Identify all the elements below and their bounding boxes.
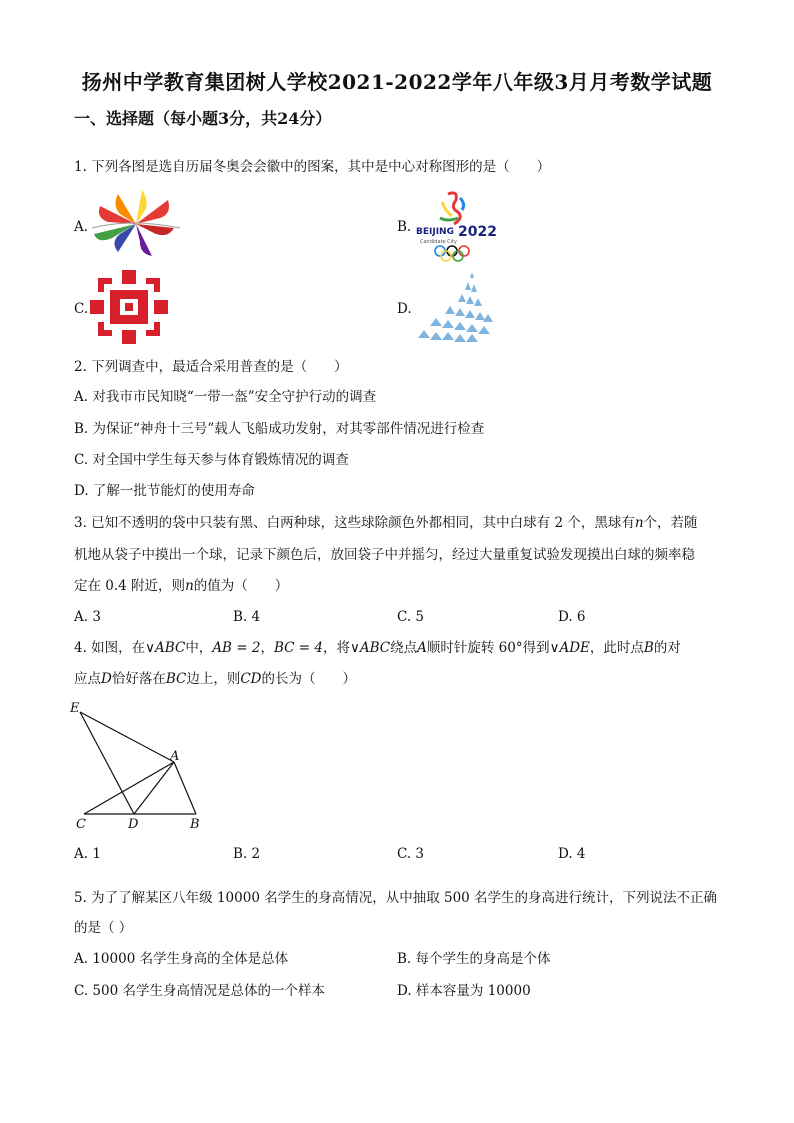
q4-triangle-ade: ∨ADE bbox=[549, 640, 590, 656]
q3-line3-text: 定在 0.4 附近，则 bbox=[74, 578, 186, 594]
q4-text-3: ，将 bbox=[322, 640, 350, 656]
q4-geometry-figure bbox=[66, 698, 216, 836]
q4-text-10: 边上，则 bbox=[186, 671, 241, 687]
q1-option-c-label: C. bbox=[74, 301, 89, 317]
q4-segment-cd: CD bbox=[240, 671, 262, 687]
q4-option-d: D. 4 bbox=[558, 846, 586, 862]
q4-point-a: A bbox=[417, 640, 427, 656]
logo-b-year-text: 2022 bbox=[458, 224, 497, 240]
page-title: 扬州中学教育集团树人学校2021-2022学年八年级3月月考数学试题 bbox=[81, 70, 713, 94]
label-c: C bbox=[76, 817, 86, 832]
q2-option-b: B. 为保证“神舟十三号”载人飞船成功发射，对其零部件情况进行检查 bbox=[74, 421, 485, 437]
question-3-line-2: 机地从袋子中摸出一个球，记录下颜色后，放回袋子中并摇匀，经过大量重复试验发现摸出白球的频率稳 bbox=[74, 547, 695, 563]
question-5-line-2: 的是（ ） bbox=[74, 920, 133, 936]
label-e: E bbox=[70, 701, 80, 716]
winter-olympics-logo-d bbox=[414, 270, 498, 344]
q3-option-a: A. 3 bbox=[74, 609, 101, 625]
question-3-line-1 bbox=[74, 514, 698, 532]
question-5-line-1: 5. 为了了解某区八年级 10000 名学生的身高情况，从中抽取 500 名学生的身高进行统计，下列说法不正确 bbox=[74, 890, 718, 906]
question-3-line-3 bbox=[74, 577, 288, 595]
segment-ea bbox=[80, 712, 174, 762]
question-2-text: 2. 下列调查中，最适合采用普查的是（ ） bbox=[74, 359, 348, 375]
q3-option-c: C. 5 bbox=[397, 609, 425, 625]
beijing-2022-logo-b bbox=[414, 188, 500, 262]
q4-text-7: 的对 bbox=[653, 640, 681, 656]
q3-option-d: D. 6 bbox=[558, 609, 586, 625]
segment-ad bbox=[134, 762, 174, 814]
section-heading: 一、选择题（每小题3分，共24分） bbox=[74, 109, 332, 128]
q5-option-b: B. 每个学生的身高是个体 bbox=[397, 951, 551, 967]
segment-ab bbox=[174, 762, 196, 814]
q5-option-c: C. 500 名学生身高情况是总体的一个样本 bbox=[74, 983, 325, 999]
question-4-line-2 bbox=[74, 670, 356, 688]
q4-segment-bc: BC bbox=[165, 671, 187, 687]
winter-olympics-logo-a bbox=[90, 188, 182, 260]
q4-text-9: 恰好落在 bbox=[111, 671, 166, 687]
q1-option-a-label: A. bbox=[74, 219, 89, 235]
q3-var-n-2: n bbox=[185, 578, 194, 594]
q2-option-d: D. 了解一批节能灯的使用寿命 bbox=[74, 483, 255, 499]
question-4-line-1 bbox=[74, 639, 681, 657]
q4-text-8: 应点 bbox=[74, 671, 101, 687]
q5-option-d: D. 样本容量为 10000 bbox=[397, 983, 531, 999]
q4-text-11: 的长为（ ） bbox=[261, 671, 356, 687]
q4-comma: ， bbox=[260, 640, 274, 656]
q4-ab-value: AB = 2 bbox=[212, 640, 261, 656]
q2-option-c: C. 对全国中学生每天参与体育锻炼情况的调查 bbox=[74, 452, 349, 468]
segment-ed bbox=[80, 712, 134, 814]
q5-option-a: A. 10000 名学生身高的全体是总体 bbox=[74, 951, 289, 967]
q3-line1-tail: 个，若随 bbox=[643, 515, 698, 531]
q4-triangle-abc-2: ∨ABC bbox=[349, 640, 391, 656]
q4-text-6: ，此时点 bbox=[589, 640, 644, 656]
q4-point-d: D bbox=[101, 671, 112, 687]
q3-var-n: n bbox=[634, 515, 644, 531]
q4-text-1: 4. 如图，在 bbox=[74, 640, 146, 656]
label-d: D bbox=[128, 817, 139, 832]
q4-option-b: B. 2 bbox=[233, 846, 261, 862]
q3-line1-text: 3. 已知不透明的袋中只装有黑、白两种球，这些球除颜色外都相同，其中白球有 2 个，黑球有 bbox=[74, 515, 635, 531]
label-a: A bbox=[170, 749, 180, 764]
q1-option-b-label: B. bbox=[397, 219, 412, 235]
q4-point-b: B bbox=[643, 640, 654, 656]
q4-text-4: 绕点 bbox=[390, 640, 418, 656]
q4-text-5: 顺时针旋转 60°得到 bbox=[426, 640, 550, 656]
question-1-text: 1. 下列各图是选自历届冬奥会会徽中的图案，其中是中心对称图形的是（ ） bbox=[74, 159, 551, 175]
segment-ac bbox=[84, 762, 174, 814]
q4-bc-value: BC = 4 bbox=[273, 640, 323, 656]
q2-option-a: A. 对我市市民知晓“一带一盔”安全守护行动的调查 bbox=[74, 389, 377, 405]
q3-line3-tail: 的值为（ ） bbox=[193, 578, 289, 594]
q4-text-2: 中， bbox=[185, 640, 213, 656]
q1-option-d-label: D. bbox=[397, 301, 412, 317]
logo-b-beijing-text: BEIJING bbox=[416, 227, 454, 237]
logo-b-candidate-text: Candidate City bbox=[420, 239, 457, 245]
q4-triangle-abc: ∨ABC bbox=[145, 640, 186, 656]
q4-option-a: A. 1 bbox=[74, 846, 101, 862]
label-b: B bbox=[190, 817, 200, 832]
q3-option-b: B. 4 bbox=[233, 609, 261, 625]
q4-option-c: C. 3 bbox=[397, 846, 425, 862]
winter-olympics-logo-c bbox=[90, 270, 168, 344]
